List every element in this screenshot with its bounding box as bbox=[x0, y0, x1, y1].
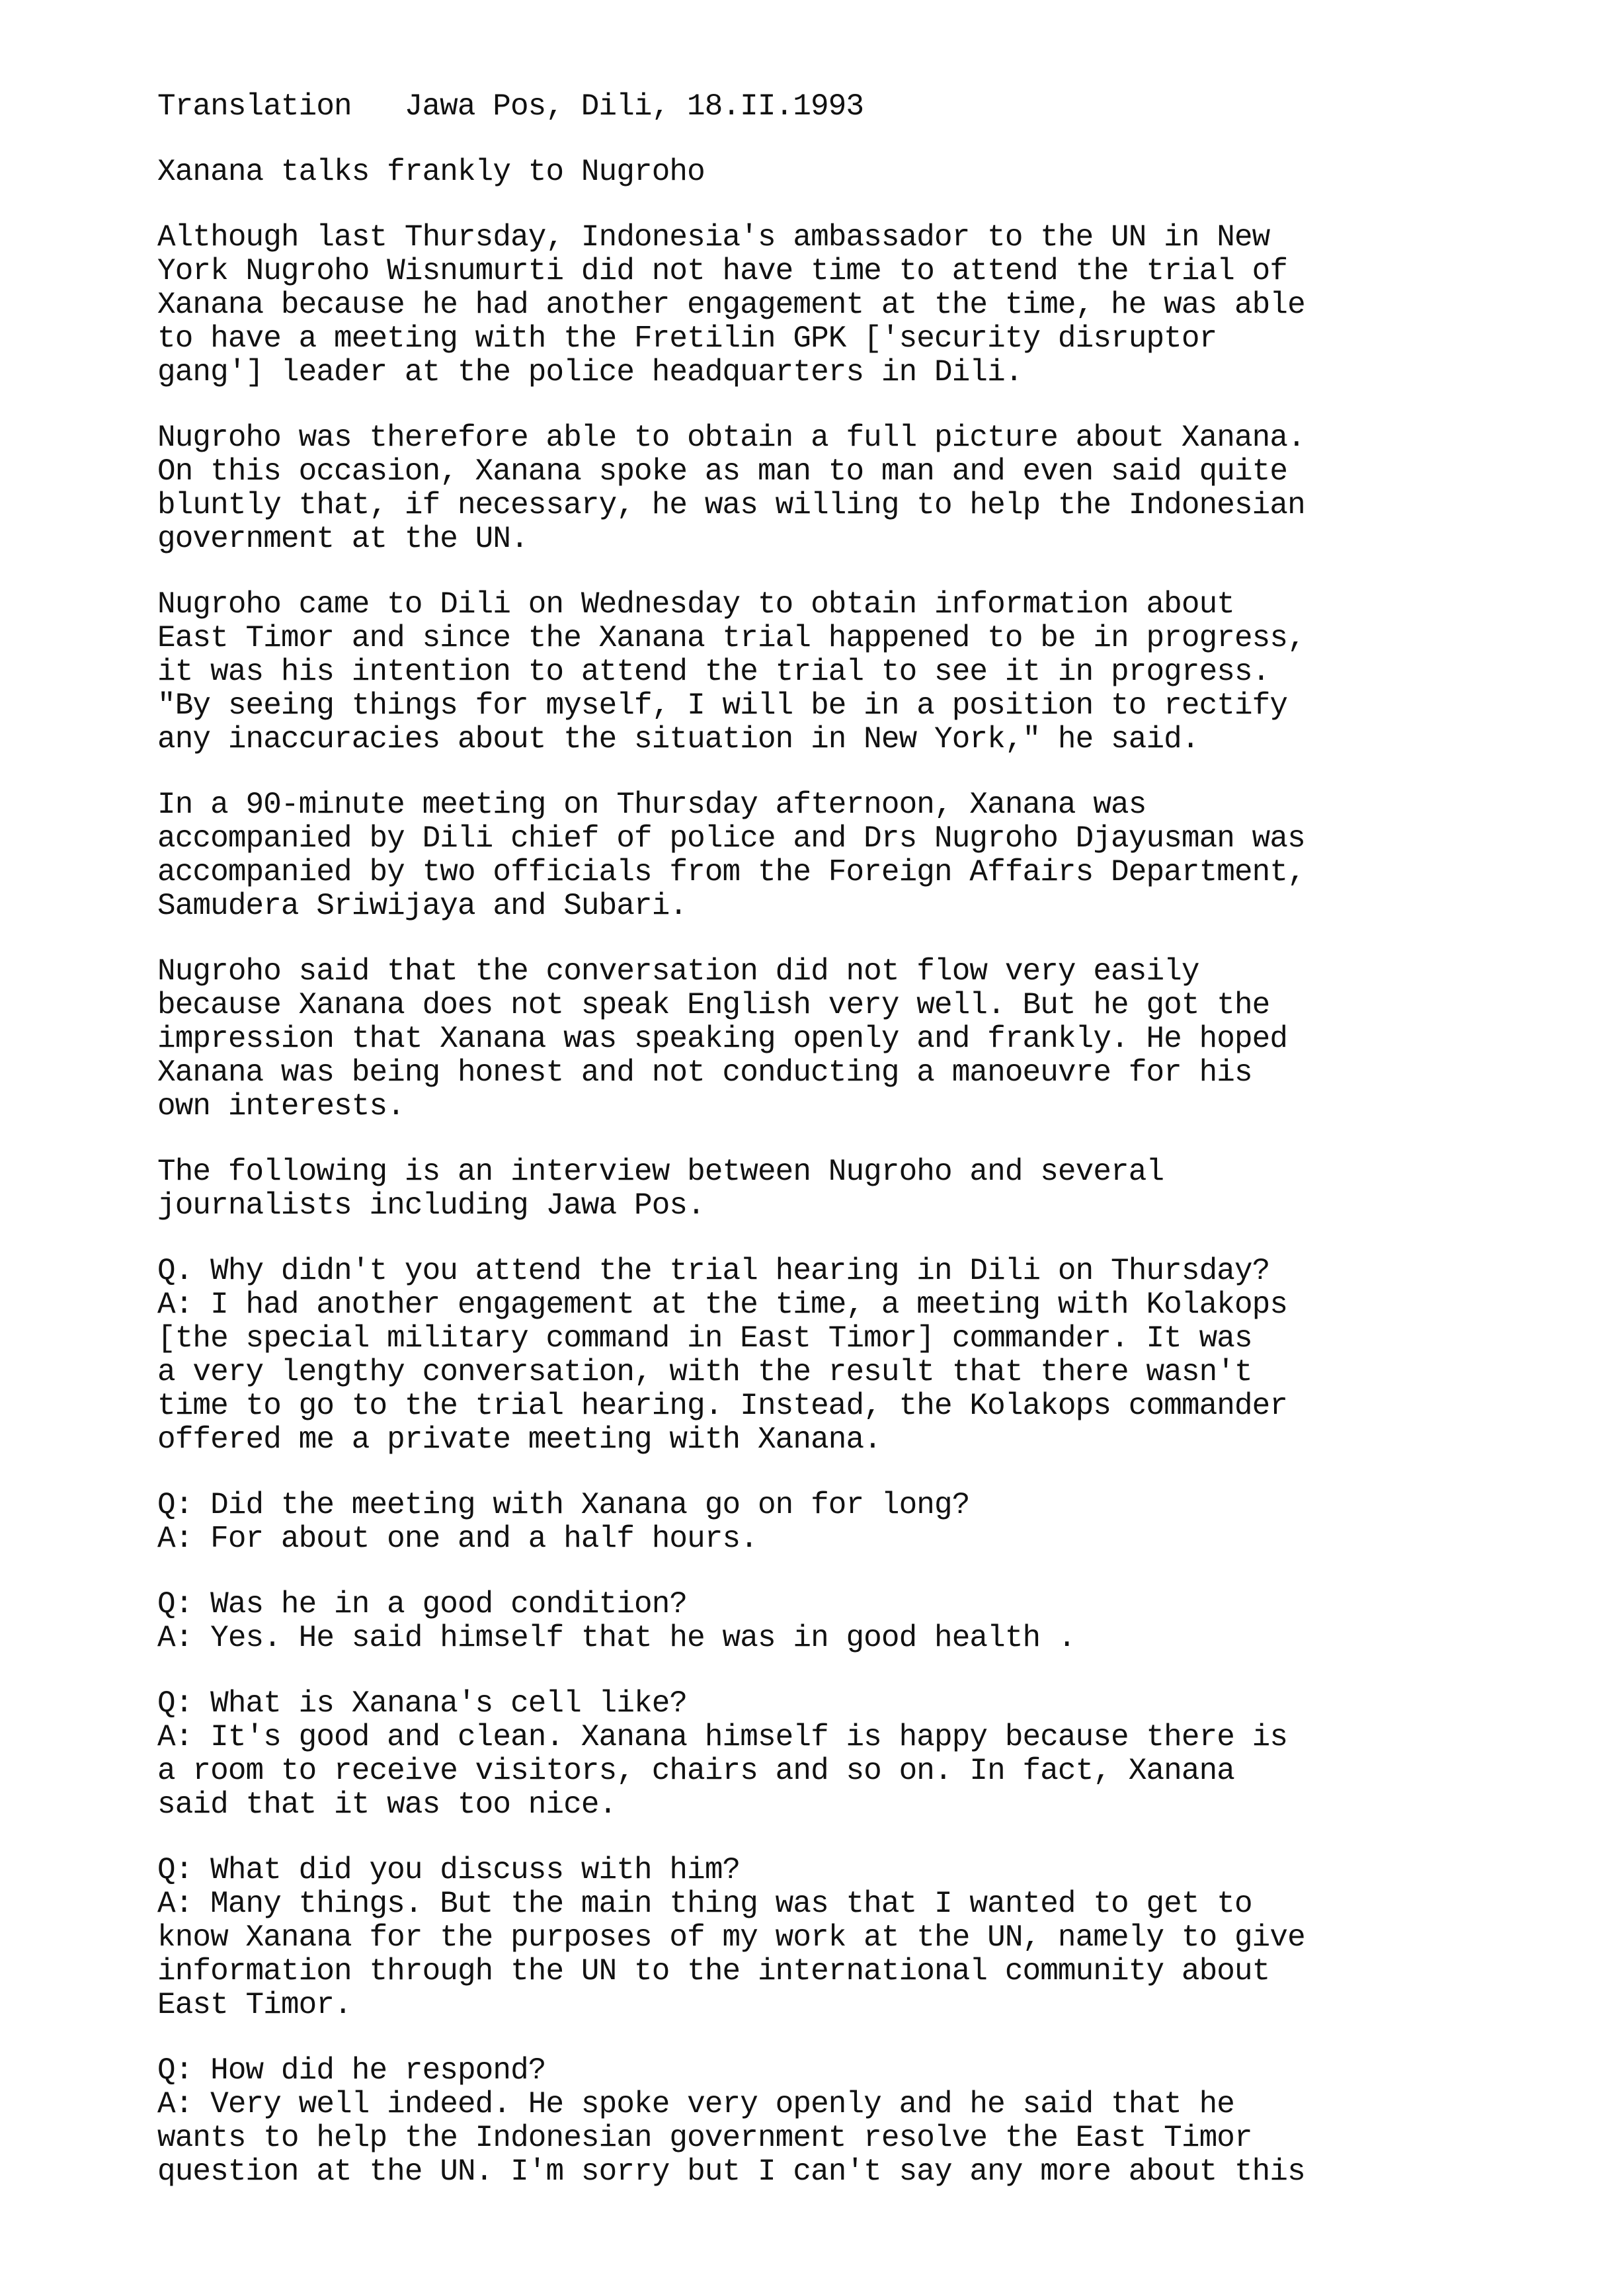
text-line: wants to help the Indonesian government resolve the East Timor bbox=[157, 2121, 1252, 2155]
text-line: York Nugroho Wisnumurti did not have time to attend the trial of bbox=[157, 254, 1288, 288]
text-line: [the special military command in East Timor] commander. It was bbox=[157, 1321, 1252, 1356]
text-line: know Xanana for the purposes of my work at the UN, namely to give bbox=[157, 1920, 1305, 1955]
text-line: accompanied by Dili chief of police and Drs Nugroho Djayusman was bbox=[157, 821, 1305, 856]
paragraph bbox=[157, 1155, 1414, 1223]
text-line: information through the UN to the international community about bbox=[157, 1954, 1270, 1988]
spacer bbox=[157, 757, 1414, 788]
text-line: any inaccuracies about the situation in New York," he said. bbox=[157, 722, 1199, 757]
text-line: On this occasion, Xanana spoke as man to man and even said quite bbox=[157, 454, 1288, 489]
text-line: Nugroho came to Dili on Wednesday to obtain information about bbox=[157, 587, 1234, 622]
text-line: Q: Was he in a good condition? bbox=[157, 1587, 688, 1621]
spacer bbox=[157, 2022, 1414, 2054]
spacer bbox=[157, 124, 1414, 155]
text-line: In a 90-minute meeting on Thursday afternoon, Xanana was bbox=[157, 788, 1146, 822]
text-line: Q: What is Xanana's cell like? bbox=[157, 1686, 688, 1721]
text-line: A: Very well indeed. He spoke very openly and he said that he bbox=[157, 2087, 1234, 2121]
spacer bbox=[157, 390, 1414, 421]
text-line: Xanana was being honest and not conducting a manoeuvre for his bbox=[157, 1055, 1252, 1090]
document-body bbox=[157, 90, 1414, 2189]
spacer bbox=[157, 556, 1414, 588]
text-line: bluntly that, if necessary, he was willing to help the Indonesian bbox=[157, 488, 1305, 522]
text-line: because Xanana does not speak English very well. But he got the bbox=[157, 988, 1270, 1022]
paragraph bbox=[157, 1854, 1414, 2022]
text-line: journalists including Jawa Pos. bbox=[157, 1188, 705, 1223]
spacer bbox=[157, 189, 1414, 221]
spacer bbox=[157, 1124, 1414, 1155]
text-line: Nugroho said that the conversation did not flow very easily bbox=[157, 954, 1199, 989]
source-line: Jawa Pos, Dili, 18.II.1993 bbox=[404, 89, 864, 124]
spacer bbox=[157, 1556, 1414, 1588]
paragraph bbox=[157, 1254, 1414, 1457]
paragraphs bbox=[157, 221, 1414, 2189]
paragraph bbox=[157, 221, 1414, 390]
spacer bbox=[157, 923, 1414, 955]
text-line: said that it was too nice. bbox=[157, 1787, 617, 1822]
paragraph bbox=[157, 955, 1414, 1124]
text-line: Nugroho was therefore able to obtain a full picture about Xanana. bbox=[157, 421, 1305, 455]
text-line: a very lengthy conversation, with the result that there wasn't bbox=[157, 1355, 1252, 1389]
text-line: Xanana because he had another engagement at the time, he was able bbox=[157, 288, 1305, 322]
paragraph bbox=[157, 1588, 1414, 1655]
text-line: government at the UN. bbox=[157, 522, 528, 556]
text-line: to have a meeting with the Fretilin GPK ['security disruptor bbox=[157, 321, 1217, 356]
text-line: A: I had another engagement at the time, a meeting with Kolakops bbox=[157, 1288, 1288, 1322]
translation-label: Translation bbox=[157, 89, 352, 124]
text-line: a room to receive visitors, chairs and so on. In fact, Xanana bbox=[157, 1754, 1234, 1788]
paragraph bbox=[157, 1489, 1414, 1556]
headline: Xanana talks frankly to Nugroho bbox=[157, 155, 705, 189]
text-line: impression that Xanana was speaking openly and frankly. He hoped bbox=[157, 1022, 1288, 1056]
spacer bbox=[157, 1822, 1414, 1854]
text-line: own interests. bbox=[157, 1089, 405, 1124]
spacer bbox=[157, 1223, 1414, 1254]
text-line: A: For about one and a half hours. bbox=[157, 1522, 758, 1556]
text-line: A: Yes. He said himself that he was in good health . bbox=[157, 1621, 1076, 1655]
text-line: A: Many things. But the main thing was that I wanted to get to bbox=[157, 1887, 1252, 1921]
paragraph bbox=[157, 421, 1414, 556]
document-header bbox=[157, 90, 1414, 124]
text-line: Although last Thursday, Indonesia's ambassador to the UN in New bbox=[157, 220, 1270, 255]
text-line: question at the UN. I'm sorry but I can't say any more about this bbox=[157, 2154, 1305, 2189]
text-line: A: It's good and clean. Xanana himself is happy because there is bbox=[157, 1720, 1288, 1754]
spacer bbox=[157, 1457, 1414, 1489]
paragraph bbox=[157, 588, 1414, 757]
text-line: Q: How did he respond? bbox=[157, 2053, 546, 2088]
text-line: time to go to the trial hearing. Instead, the Kolakops commander bbox=[157, 1389, 1288, 1423]
text-line: Samudera Sriwijaya and Subari. bbox=[157, 889, 688, 923]
text-line: East Timor. bbox=[157, 1988, 352, 2022]
text-line: Q. Why didn't you attend the trial hearing in Dili on Thursday? bbox=[157, 1254, 1270, 1288]
text-line: Q: What did you discuss with him? bbox=[157, 1853, 741, 1887]
text-line: gang'] leader at the police headquarters in Dili. bbox=[157, 355, 1023, 390]
text-line: accompanied by two officials from the Foreign Affairs Department, bbox=[157, 855, 1305, 889]
text-line: East Timor and since the Xanana trial happened to be in progress, bbox=[157, 621, 1305, 655]
text-line: "By seeing things for myself, I will be in a position to rectify bbox=[157, 688, 1288, 723]
text-line: The following is an interview between Nugroho and several bbox=[157, 1155, 1164, 1189]
text-line: offered me a private meeting with Xanana. bbox=[157, 1422, 881, 1457]
paragraph bbox=[157, 2054, 1414, 2189]
paragraph bbox=[157, 788, 1414, 923]
spacer bbox=[157, 1655, 1414, 1687]
paragraph bbox=[157, 1687, 1414, 1822]
text-line: Q: Did the meeting with Xanana go on for long? bbox=[157, 1488, 970, 1522]
text-line: it was his intention to attend the trial to see it in progress. bbox=[157, 655, 1270, 689]
